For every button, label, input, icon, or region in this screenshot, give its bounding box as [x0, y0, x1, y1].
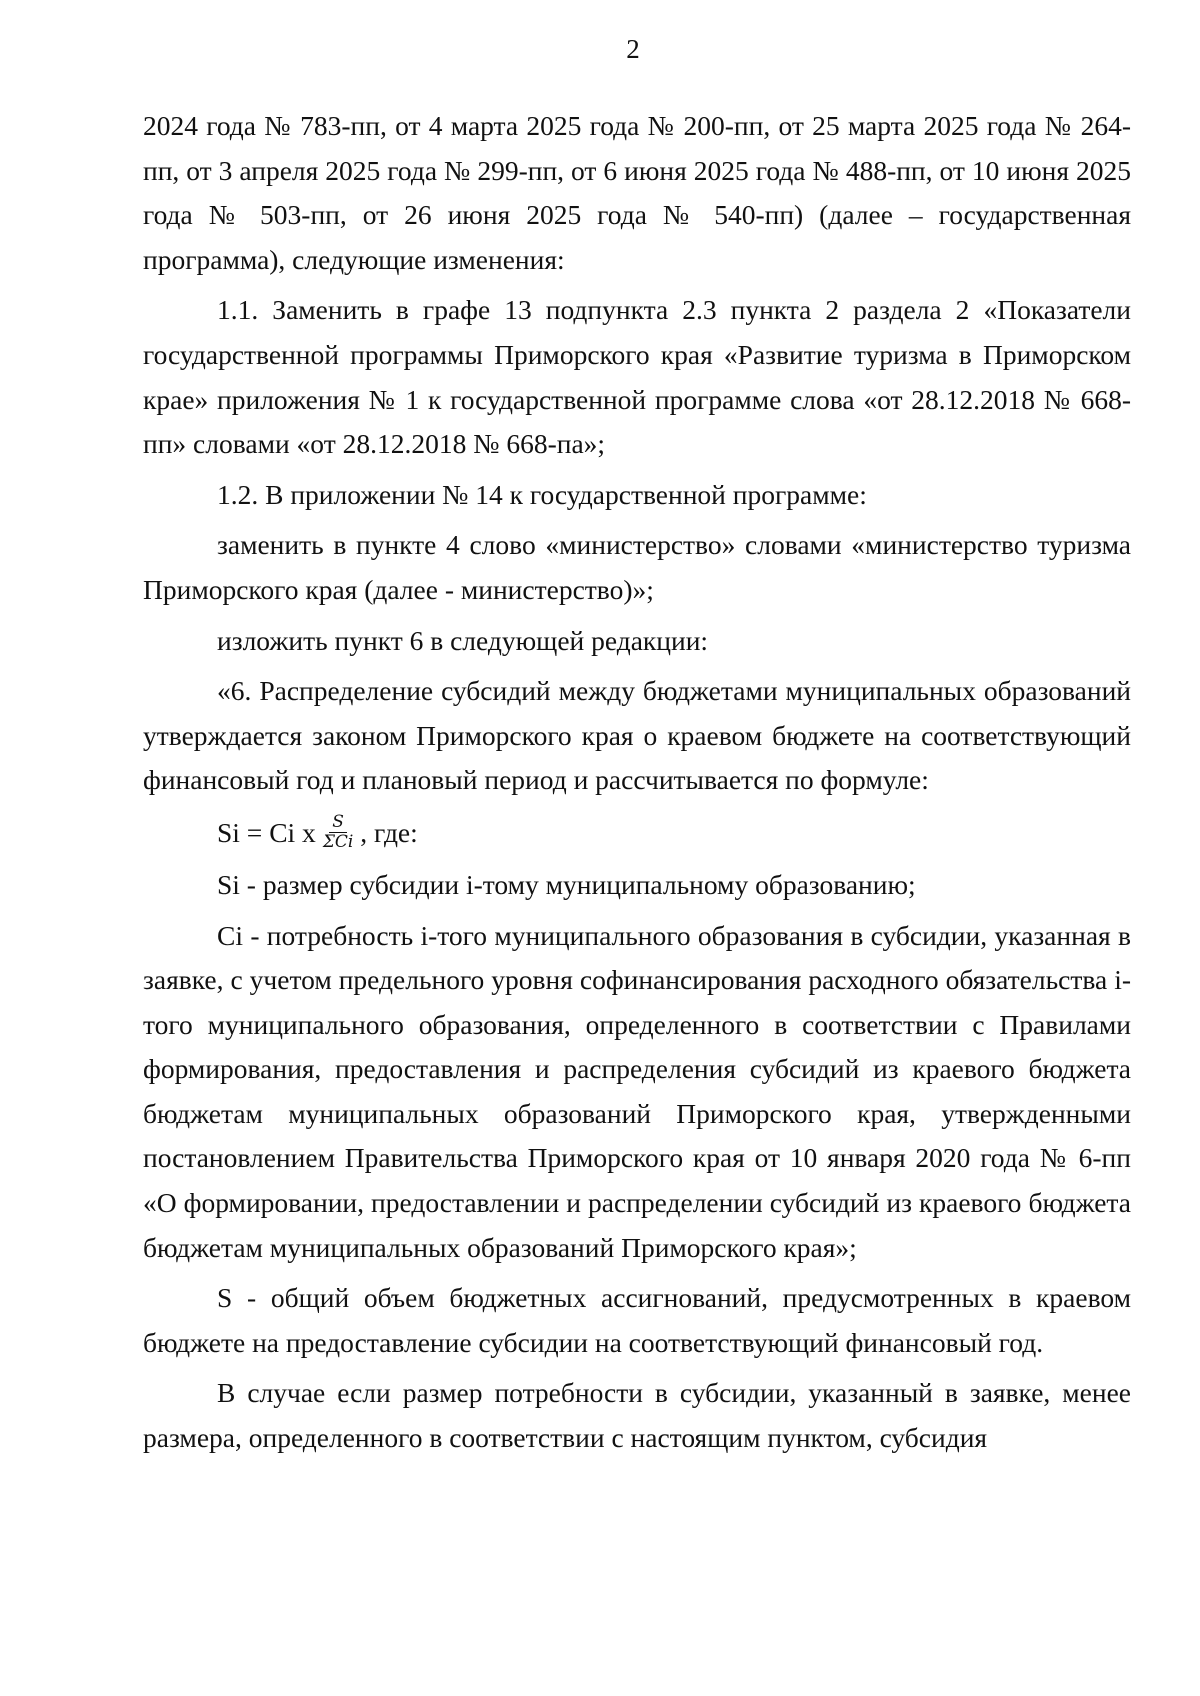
subsidy-formula [143, 803, 1131, 863]
paragraph-ci-definition: Ci - потребность i-того муниципального образования в субсидии, указанная в заявке, с учетом предельного уровня софинансирования расходного обязательства i-того муниципального образования, определенного в соответствии с Правилами формирования, предоставления и распределения субсидий из краевого бюджета бюджетам муниципальных образований Приморского края, утвержденными постановлением Правительства Приморского края от 10 января 2020 года № 6-пп «О формировании, предоставлении и распределении субсидий из краевого бюджета бюджетам муниципальных образований Приморского края»; [143, 919, 1131, 1263]
formula-denominator: ΣCi [322, 832, 354, 853]
paragraph-si-definition: Si - размер субсидии i-тому муниципальному образованию; [217, 868, 916, 900]
page-number: 2 [626, 34, 640, 64]
paragraph-need-less-case: В случае если размер потребности в субсидии, указанный в заявке, менее размера, определенного в соответствии с настоящим пунктом, субсидия [143, 1377, 1131, 1454]
formula-left: Si = Ci x [217, 816, 316, 848]
formula-fraction [320, 813, 356, 852]
formula-numerator: S [329, 813, 347, 833]
paragraph-point-6: «6. Распределение субсидий между бюджетами муниципальных образований утверждается законом Приморского края о краевом бюджете на соответствующий финансовый год и плановый период и рассчитывается по формуле: [143, 675, 1131, 796]
document-body [143, 104, 1131, 1461]
paragraph-item-1-2: 1.2. В приложении № 14 к государственной программе: [217, 478, 867, 510]
paragraph-continuation: 2024 года № 783-пп, от 4 марта 2025 года № 200-пп, от 25 марта 2025 года № 264-пп, от 3 апреля 2025 года № 299-пп, от 6 июня 2025 года № 488-пп, от 10 июня 2025 года № 503-пп, от 26 июня 2025 года № 540-пп) (далее – государственная программа), следующие изменения: [143, 110, 1131, 275]
paragraph-s-definition: S - общий объем бюджетных ассигнований, предусмотренных в краевом бюджете на предоставление субсидии на соответствующий финансовый год. [143, 1282, 1131, 1358]
paragraph-replace-point-4: заменить в пункте 4 слово «министерство» словами «министерство туризма Приморского края (далее - министерство)»; [143, 529, 1131, 605]
formula-suffix: , где: [360, 816, 418, 848]
paragraph-item-1-1: 1.1. Заменить в графе 13 подпункта 2.3 пункта 2 раздела 2 «Показатели государственной программы Приморского края «Развитие туризма в Приморском крае» приложения № 1 к государственной программе слова «от 28.12.2018 № 668-пп» словами «от 28.12.2018 № 668-па»; [143, 294, 1131, 460]
paragraph-restate-point-6: изложить пункт 6 в следующей редакции: [217, 624, 709, 656]
